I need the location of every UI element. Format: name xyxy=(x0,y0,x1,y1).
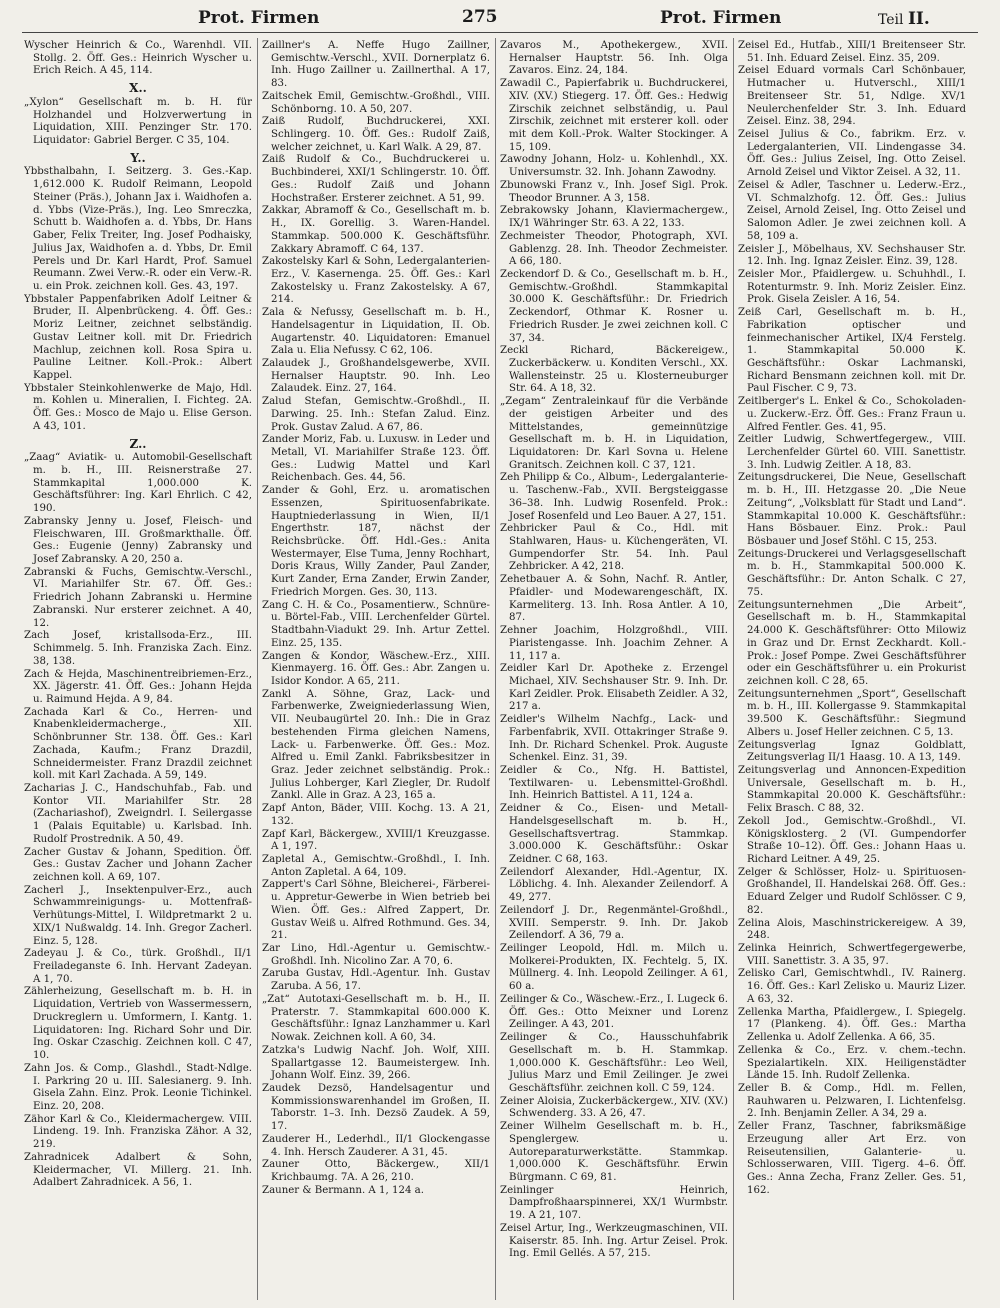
firm-entry: Zeilendorf J. Dr., Regenmäntel-Großhdl., XVIII. Semperstr. 9. Inh. Dr. Jakob Zeilendorf. A 36, 79 a. xyxy=(500,904,728,942)
part-numeral: II. xyxy=(907,9,930,29)
firm-entry: Zeidler's Wilhelm Nachfg., Lack- und Farbenfabrik, XVII. Ottakringer Straße 9. Inh. Dr. Richard Schenkel. Prok. Auguste Schenkel. Einz. 31, 39. xyxy=(500,714,728,764)
part-indicator xyxy=(878,9,930,39)
firm-entry: „Zat“ Autotaxi-Gesellschaft m. b. H., II. Praterstr. 7. Stammkapital 600.000 K. Geschäftsführ.: Ignaz Lanzhammer u. Karl Nowak. Zeichnen koll. A 60, 34. xyxy=(262,993,490,1044)
firm-entry: Zapf Karl, Bäckergew., XVIII/1 Kreuzgasse. A 1, 197. xyxy=(262,828,490,853)
firm-entry: Ybbsthalbahn, I. Seitzerg. 3. Ges.-Kap. 1,612.000 K. Rudolf Reimann, Leopold Steiner (Präs.), Johann Jax i. Waidhofen a. d. Ybbs (Vize-Präs.), Ing. Leo Smreczka, Schutt b. Waidhofen a. d. Ybbs, Dr. Hans Gaber, Felix Treiter, Ing. Josef Podhaisky, Julius Jax, Waidhofen a. d. Ybbs, Dr. Emil Perels und Dr. Karl Hardt, Prof. Samuel Reumann. Zwei Verw.-R. oder ein Verw.-R. u. ein Prok. zeichnen koll. Ges. 43, 197. xyxy=(24,166,252,292)
firm-entry: Zeitungsdruckerei, Die Neue, Gesellschaft m. b. H., III. Hetzgasse 20. „Die Neue Zeitung“, „Volksblatt für Stadt und Land“. Stammkapital 10.000 K. Geschäftsführ.: Hans Bösbauer. Einz. Prok.: Paul Bösbauer und Josef Stöhl. C 15, 253. xyxy=(738,472,966,548)
firm-entry: Zaudek Dezsö, Handelsagentur und Kommissionswarenhandel im Großen, II. Taborstr. 1–3. Inh. Dezsö Zaudek. A 59, 17. xyxy=(262,1082,490,1133)
firm-entry: Zavaros M., Apothekergew., XVII. Hernalser Hauptstr. 56. Inh. Olga Zavaros. Einz. 24, 184. xyxy=(500,40,728,77)
firm-entry: Zeidner & Co., Eisen- und Metall-Handelsgesellschaft m. b. H., Gesellschaftsvertrag. Stammkap. 3.000.000 K. Geschäftsführ.: Oskar Zeidner. C 68, 163. xyxy=(500,803,728,865)
firm-entry: Zaitschek Emil, Gemischtw.-Großhdl., VIII. Schönborng. 10. A 50, 207. xyxy=(262,90,490,115)
firm-entry: Zeilinger Leopold, Hdl. m. Milch u. Molkerei-Produkten, IX. Fechtelg. 5, IX. Müllnerg. 4. Inh. Leopold Zeilinger. A 61, 60 a. xyxy=(500,943,728,993)
firm-entry: Zelisko Carl, Gemischtwhdl., IV. Rainerg. 16. Öff. Ges.: Karl Zelisko u. Mauriz Lizer. A 63, 32. xyxy=(738,968,966,1005)
firm-entry: Zehbricker Paul & Co., Hdl. mit Stahlwaren, Haus- u. Küchengeräten, VI. Gumpendorfer Str. 54. Inh. Paul Zehbricker. A 42, 218. xyxy=(500,523,728,573)
firm-entry: Zechmeister Theodor, Photograph, XVI. Gablenzg. 28. Inh. Theodor Zechmeister. A 66, 180. xyxy=(500,230,728,268)
firm-entry: Zauner & Bermann. A 1, 124 a. xyxy=(262,1184,424,1196)
firm-entry: Zellenka Martha, Pfaidlergew., I. Spiegelg. 17 (Plankeng. 4). Öff. Ges.: Martha Zellenka u. Adolf Zellenka. A 66, 35. xyxy=(738,1006,966,1044)
firm-entry: Zaillner's A. Neffe Hugo Zaillner, Gemischtw.-Verschl., XVII. Dornerplatz 6. Inh. Hugo Zaillner u. Zaillnerthal. A 17, 83. xyxy=(262,40,490,90)
firm-entry: Zakkar, Abramoff & Co., Gesellschaft m. b. H., IX. Gorellig. 3. Waren-Handel. Stammkap. 500.000 K. Geschäftsführ. Zakkary Abramoff. C 64, 137. xyxy=(262,205,490,255)
firm-entry: Zapletal A., Gemischtw.-Großhdl., I. Inh. Anton Zapletal. A 64, 109. xyxy=(262,854,490,878)
firm-entry: Zangen & Kondor, Wäschew.-Erz., XIII. Kienmayerg. 16. Öff. Ges.: Abr. Zangen u. Isidor Kondor. A 65, 211. xyxy=(262,650,490,687)
firm-entry: Zeiß Carl, Gesellschaft m. b. H., Fabrikation optischer und feinmechanischer Artikel, IX/4 Ferstelg. 1. Stammkapital 50.000 K. Geschäftsführ.: Oskar Lachmanski, Richard Bensmann zeichnen koll. mit Dr. Paul Fischer. C 9, 73. xyxy=(738,307,966,395)
firm-entry: Zeller B. & Comp., Hdl. m. Fellen, Rauhwaren u. Pelzwaren, I. Lichtenfelsg. 2. Inh. Benjamin Zeller. A 34, 29 a. xyxy=(738,1082,966,1120)
firm-entry: Zehner Joachim, Holzgroßhdl., VIII. Piaristengasse. Inh. Joachim Zehner. A 11, 117 a. xyxy=(500,625,728,662)
firm-entry: Zander Moriz, Fab. u. Luxusw. in Leder und Metall, VI. Mariahilfer Straße 123. Öff. Ges.: Ludwig Mattel und Karl Reichenbach. Ges. 44, 56. xyxy=(262,434,490,484)
firm-entry: Zelina Alois, Maschinstrickereigew. A 39, 248. xyxy=(738,917,966,942)
firm-entry: Wyscher Heinrich & Co., Warenhdl. VII. Stollg. 2. Öff. Ges.: Heinrich Wyscher u. Erich Reich. A 45, 114. xyxy=(24,40,252,77)
firm-entry: Ybbstaler Pappenfabriken Adolf Leitner & Bruder, II. Alpenbrückeng. 4. Öff. Ges.: Moriz Leitner, zeichnet selbständig. Gustav Leitner koll. mit Dr. Friedrich Machlup, zeichnen koll. Rosa Spira u. Pauline Leitner. Koll.-Prok.: Albert Kappel. xyxy=(24,293,252,381)
firm-entry: Zappert's Carl Söhne, Bleicherei-, Färberei- u. Appretur-Gewerbe in Wien betrieb bei Wien. Öff. Ges.: Alfred Zappert, Dr. Gustav Weiß u. Alfred Rothmund. Ges. 34, 21. xyxy=(262,879,490,942)
firm-entry: Zacharias J. C., Handschuhfab., Fab. und Kontor VII. Mariahilfer Str. 28 (Zachariashof), Zweigndrl. I. Seilergasse 1 (Palais Equitable) u. Karlsbad. Inh. Rudolf Prostrednik. A 50, 49. xyxy=(24,782,252,845)
firm-entry: Zander & Gohl, Erz. u. aromatischen Essenzen, Spirituosenfabrikate. Hauptniederlassung in Wien, II/1 Engerthstr. 187, nächst der Reichsbrücke. Öff. Hdl.-Ges.: Anita Westermayer, Else Tuma, Jenny Rochhart, Doris Kraus, Willy Zander, Paul Zander, Kurt Zander, Erna Zander, Erwin Zander, Friedrich Morgen. Ges. 30, 113. xyxy=(262,485,490,598)
firm-entry: Zeckl Richard, Bäckereigew., Zuckerbäckerw. u. Konditen Verschl., XX. Wallensteinstr. 25 u. Klosterneuburger Str. 64. A 18, 32. xyxy=(500,345,728,395)
firm-entry: Zalud Stefan, Gemischtw.-Großhdl., II. Darwing. 25. Inh.: Stefan Zalud. Einz. Prok. Gustav Zalud. A 67, 86. xyxy=(262,396,490,433)
firm-entry: Zauderer H., Lederhdl., II/1 Glockengasse 4. Inh. Hersch Zauderer. A 31, 45. xyxy=(262,1133,490,1158)
firm-entry: Zaiß Rudolf & Co., Buchdruckerei u. Buchbinderei, XXI/1 Schlingerstr. 10. Öff. Ges.: Rudolf Zaiß und Johann Hochstraßer. Ersterer zeichnet. A 51, 99. xyxy=(262,154,490,204)
running-head-right: Prot. Firmen xyxy=(660,8,782,28)
header-rule xyxy=(22,32,978,33)
firm-entry: Zawodny Johann, Holz- u. Kohlenhdl., XX. Universumstr. 32. Inh. Johann Zawodny. xyxy=(500,154,728,179)
firm-entry: Zeilinger & Co., Hausschuhfabrik Gesellschaft m. b. H. Stammkap. 1,000.000 K. Geschäftsführ.: Leo Weil, Julius Marz und Emil Zeilinger. Je zwei Geschäftsführ. zeichnen koll. C 59, 124. xyxy=(500,1032,728,1094)
firm-entry: Zaiß Rudolf, Buchdruckerei, XXI. Schlingerg. 10. Öff. Ges.: Rudolf Zaiß, welcher zeichnet, u. Karl Walk. A 29, 87. xyxy=(262,116,490,153)
firm-entry: Zeitungsverlag und Annoncen-Expedition Universale, Gesellschaft m. b. H., Stammkapital 20.000 K. Geschäftsführ.: Felix Brasch. C 88, 32. xyxy=(738,764,966,815)
firm-entry: Zabranski & Fuchs, Gemischtw.-Verschl., VI. Mariahilfer Str. 67. Öff. Ges.: Friedrich Johann Zabranski u. Hermine Zabranski. Nur ersterer zeichnet. A 40, 12. xyxy=(24,566,252,629)
column-3 xyxy=(500,40,728,1298)
firm-entry: Zalaudek J., Großhandelsgewerbe, XVII. Hernalser Hauptstr. 90. Inh. Leo Zalaudek. Einz. 27, 164. xyxy=(262,357,490,395)
firm-entry: Zeitungsverlag Ignaz Goldblatt, Zeitungsverlag II/1 Haasg. 10. A 13, 149. xyxy=(738,739,966,764)
firm-entry: Zeisler J., Möbelhaus, XV. Sechshauser Str. 12. Inh. Ing. Ignaz Zeisler. Einz. 39, 128. xyxy=(738,243,966,268)
firm-entry: Zala & Nefussy, Gesellschaft m. b. H., Handelsagentur in Liquidation, II. Ob. Augartenstr. 40. Liquidatoren: Emanuel Zala u. Elia Nefussy. C 62, 106. xyxy=(262,307,490,357)
firm-entry: Zehetbauer A. & Sohn, Nachf. R. Antler, Pfaidler- und Modewarengeschäft, IX. Karmeliterg. 13. Inh. Rosa Antler. A 10, 87. xyxy=(500,574,728,624)
firm-entry: Zeckendorf D. & Co., Gesellschaft m. b. H., Gemischtw.-Großhdl. Stammkapital 30.000 K. Geschäftsführ.: Dr. Friedrich Zeckendorf, Othmar K. Rosner u. Friedrich Rusder. Je zwei zeichnen koll. C 37, 34. xyxy=(500,268,728,344)
firm-entry: Zapf Anton, Bäder, VIII. Kochg. 13. A 21, 132. xyxy=(262,803,490,827)
firm-entry: Zach & Hejda, Maschinentreibriemen-Erz., XX. Jägerstr. 41. Öff. Ges.: Johann Hejda u. Raimund Hejda. A 9, 84. xyxy=(24,668,252,705)
firm-entry: Zeisler Mor., Pfaidlergew. u. Schuhhdl., I. Rotenturmstr. 9. Inh. Moriz Zeisler. Einz. Prok. Gisela Zeisler. A 16, 54. xyxy=(738,268,966,306)
firm-entry: Zeidler Karl Dr. Apotheke z. Erzengel Michael, XIV. Sechshauser Str. 9. Inh. Dr. Karl Zeidler. Prok. Elisabeth Zeidler. A 32, 217 a. xyxy=(500,663,728,713)
column-divider xyxy=(257,38,258,1300)
firm-entry: Zaruba Gustav, Hdl.-Agentur. Inh. Gustav Zaruba. A 56, 17. xyxy=(262,968,490,993)
part-prefix: Teil xyxy=(878,12,904,28)
firm-entry: Zbunowski Franz v., Inh. Josef Sigl. Prok. Theodor Brunner. A 3, 158. xyxy=(500,179,728,204)
firm-entry: Zankl A. Söhne, Graz, Lack- und Farbenwerke, Zweigniederlassung Wien, VII. Neubaugürtel 20. Inh.: Die in Graz bestehenden Firma gleichen Namens, Lack- u. Farbenwerke. Öff. Ges.: Moz. Alfred u. Emil Zankl. Fabriksbesitzer in Graz. Jeder zeichnet selbständig. Prok.: Julius Lohberger, Karl Ziegler, Dr. Rudolf Zankl. Alle in Graz. A 23, 165 a. xyxy=(262,688,490,802)
firm-entry: Zacher Gustav & Johann, Spedition. Öff. Ges.: Gustav Zacher und Johann Zacher zeichnen koll. A 69, 107. xyxy=(24,846,252,883)
firm-entry: Zar Lino, Hdl.-Agentur u. Gemischtw.-Großhdl. Inh. Nicolino Zar. A 70, 6. xyxy=(262,943,490,967)
firm-entry: Zeisel Ed., Hutfab., XIII/1 Breitenseer Str. 51. Inh. Eduard Zeisel. Einz. 35, 209. xyxy=(738,40,966,64)
firm-entry: Zähor Karl & Co., Kleidermachergew. VIII. Lindeng. 19. Inh. Franziska Zähor. A 32, 219. xyxy=(24,1113,252,1151)
firm-entry: Zeisel & Adler, Taschner u. Lederw.-Erz., VI. Schmalzhofg. 12. Öff. Ges.: Julius Zeisel, Arnold Zeisel, Ing. Otto Zeisel und Salomon Adler. Je zwei zeichnen koll. A 58, 109 a. xyxy=(738,179,966,242)
firm-entry: Zach Josef, kristallsoda-Erz., III. Schimmelg. 5. Inh. Franziska Zach. Einz. 38, 138. xyxy=(24,630,252,667)
firm-entry: Zeitungs-Druckerei und Verlagsgesellschaft m. b. H., Stammkapital 500.000 K. Geschäftsführ.: Dr. Anton Schalk. C 27, 75. xyxy=(738,548,966,598)
section-letter: Z.. xyxy=(129,436,147,451)
firm-entry: Zeisel Julius & Co., fabrikm. Erz. v. Ledergalanterien, VII. Lindengasse 34. Öff. Ges.: Julius Zeisel, Ing. Otto Zeisel. Arnold Zeisel und Viktor Zeisel. A 32, 11. xyxy=(738,129,966,179)
firm-entry: Zahn Jos. & Comp., Glashdl., Stadt-Ndlge. I. Parkring 20 u. III. Salesianerg. 9. Inh. Gisela Zahn. Einz. Prok. Leonie Tichinkel. Einz. 20, 208. xyxy=(24,1062,252,1112)
firm-entry: Zadeyau J. & Co., türk. Großhdl., II/1 Freiladeganste 6. Inh. Hervant Zadeyan. A 1, 70. xyxy=(24,948,252,985)
column-2 xyxy=(262,40,490,1298)
firm-entry: Zeiner Wilhelm Gesellschaft m. b. H., Spenglergew. u. Autoreparaturwerkstätte. Stammkap. 1,000.000 K. Geschäftsführ. Erwin Bürgmann. C 69, 81. xyxy=(500,1121,728,1183)
firm-entry: Zahradnicek Adalbert & Sohn, Kleidermacher, VI. Millerg. 21. Inh. Adalbert Zahradnicek. A 56, 1. xyxy=(24,1151,252,1189)
firm-entry: Zeitungsunternehmen „Sport“, Gesellschaft m. b. H., III. Kollergasse 9. Stammkapital 39.500 K. Geschäftsführ.: Siegmund Albers u. Josef Heller zeichnen. C 5, 13. xyxy=(738,688,966,738)
firm-entry: „Xylon“ Gesellschaft m. b. H. für Holzhandel und Holzverwertung in Liquidation, XIII. Penzinger Str. 170. Liquidator: Gabriel Berger. C 35, 104. xyxy=(24,96,252,147)
firm-entry: Zekoll Jod., Gemischtw.-Großhdl., VI. Königsklosterg. 2 (VI. Gumpendorfer Straße 10–12). Öff. Ges.: Johann Haas u. Richard Leitner. A 49, 25. xyxy=(738,815,966,865)
firm-entry: Zelinka Heinrich, Schwertfegergewerbe, VIII. Sanettistr. 3. A 35, 97. xyxy=(738,943,966,967)
firm-entry: Zeitlberger's L. Enkel & Co., Schokoladen- u. Zuckerw.-Erz. Öff. Ges.: Franz Fraun u. Alfred Fentler. Ges. 41, 95. xyxy=(738,396,966,433)
firm-entry: Zeh Philipp & Co., Album-, Ledergalanterie- u. Taschenw.-Fab., XVII. Bergsteiggasse 36–38. Inh. Ludwig Rosenfeld. Prok.: Josef Rosenfeld und Leo Bauer. A 27, 151. xyxy=(500,472,728,522)
firm-entry: Zeinlinger Heinrich, Dampfroßhaarspinnerei, XX/1 Wurmbstr. 19. A 21, 107. xyxy=(500,1184,728,1222)
section-letter: X.. xyxy=(129,81,147,96)
firm-entry: Zeisel Eduard vormals Carl Schönbauer, Hutmacher u. Hutverschl., XIII/1 Breitenseer Str. 51, Ndlge. XV/1 Neulerchenfelder Str. 3. Inh. Eduard Zeisel. Einz. 38, 294. xyxy=(738,65,966,128)
firm-entry: Zakostelsky Karl & Sohn, Ledergalanterien-Erz., V. Kasernenga. 25. Öff. Ges.: Karl Zakostelsky u. Franz Zakostelsky. A 67, 214. xyxy=(262,256,490,306)
firm-entry: „Zegam“ Zentraleinkauf für die Verbände der geistigen Arbeiter und des Mittelstandes, gemeinnützige Gesellschaft m. b. H. in Liquidation, Liquidatoren: Dr. Karl Sovna u. Helene Granitsch. Zeichnen koll. C 37, 121. xyxy=(500,396,728,471)
firm-entry: Zeisel Artur, Ing., Werkzeugmaschinen, VII. Kaiserstr. 85. Inh. Ing. Artur Zeisel. Prok. Ing. Emil Gellés. A 57, 215. xyxy=(500,1222,728,1260)
section-letter: Y.. xyxy=(130,150,146,165)
column-4 xyxy=(738,40,966,1298)
column-divider xyxy=(495,38,496,1300)
firm-entry: Ybbstaler Steinkohlenwerke de Majo, Hdl. m. Kohlen u. Mineralien, I. Fichteg. 2A. Öff. Ges.: Mosco de Majo u. Elise Gerson. A 43, 101. xyxy=(24,382,252,432)
firm-entry: Zachada Karl & Co., Herren- und Knabenkleidermacherge., XII. Schönbrunner Str. 138. Öff. Ges.: Karl Zachada, Kaufm.; Franz Drazdil, Schneidermeister. Franz Drazdil zeichnet koll. mit Karl Zachada. A 59, 149. xyxy=(24,706,252,782)
firm-entry: Zeitler Ludwig, Schwertfegergew., VIII. Lerchenfelder Gürtel 60. VIII. Sanettistr. 3. Inh. Ludwig Zeitler. A 18, 83. xyxy=(738,434,966,471)
firm-entry: Zabransky Jenny u. Josef, Fleisch- und Fleischwaren, III. Großmarkthalle. Öff. Ges.: Eugenie (Jenny) Zabransky und Josef Zabransky. A 20, 250 a. xyxy=(24,515,252,566)
column-divider xyxy=(733,38,734,1300)
firm-entry: Zeilinger & Co., Wäschew.-Erz., I. Lugeck 6. Öff. Ges.: Otto Meixner und Lorenz Zeilinger. A 43, 201. xyxy=(500,993,728,1031)
firm-entry: Zellenka & Co., Erz. v. chem.-techn. Spezialartikeln. XIX. Heiligenstädter Lände 15. Inh. Rudolf Zellenka. xyxy=(738,1044,966,1082)
firm-entry: „Zaag“ Aviatik- u. Automobil-Gesellschaft m. b. H., III. Reisnerstraße 27. Stammkapital 1,000.000 K. Geschäftsführer: Ing. Karl Ehrlich. C 42, 190. xyxy=(24,452,252,515)
firm-entry: Zeiner Aloisia, Zuckerbäckergew., XIV. (XV.) Schwenderg. 33. A 26, 47. xyxy=(500,1095,728,1120)
firm-entry: Zawadil C., Papierfabrik u. Buchdruckerei, XIV. (XV.) Stiegerg. 17. Öff. Ges.: Hedwig Zirschik zeichnet selbständig, u. Paul Zirschik, zeichnet mit ersterer koll. oder mit dem Koll.-Prok. Walter Stockinger. A 15, 109. xyxy=(500,78,728,153)
firm-entry: Zacherl J., Insektenpulver-Erz., auch Schwammreinigungs- u. Mottenfraß-Verhütungs-Mittel, I. Wildpretmarkt 2 u. XIX/1 Nußwaldg. 14. Inh. Gregor Zacherl. Einz. 5, 128. xyxy=(24,884,252,947)
column-1 xyxy=(24,40,252,1298)
firm-entry: Zatzka's Ludwig Nachf. Joh. Wolf, XIII. Spallartgasse 12. Baumeistergew. Inh. Johann Wolf. Einz. 39, 266. xyxy=(262,1044,490,1082)
firm-entry: Zählerheizung, Gesellschaft m. b. H. in Liquidation, Vertrieb von Wassermessern, Druckreglern u. Umformern, I. Kantg. 1. Liquidatoren: Ing. Richard Sohr und Dir. Ing. Oskar Czaschig. Zeichnen koll. C 47, 10. xyxy=(24,986,252,1062)
firm-entry: Zeitungsunternehmen „Die Arbeit“, Gesellschaft m. b. H., Stammkapital 24.000 K. Geschäftsführer: Otto Milowiz in Graz und Dr. Ernst Zeckhardt. Koll.-Prok.: Josef Pompe. Zwei Geschäftsführer oder ein Geschäftsführer u. ein Prokurist zeichnen koll. C 28, 65. xyxy=(738,599,966,687)
firm-entry: Zeidler & Co., Nfg. H. Battistel, Textilwaren- u. Lebensmittel-Großhdl. Inh. Heinrich Battistel. A 11, 124 a. xyxy=(500,764,728,802)
firm-entry: Zebrakowsky Johann, Klaviermachergew., IX/1 Währinger Str. 63. A 22, 133. xyxy=(500,205,728,230)
running-head-left: Prot. Firmen xyxy=(198,8,320,28)
page-number: 275 xyxy=(462,7,498,27)
firm-entry: Zeller Franz, Taschner, fabriksmäßige Erzeugung aller Art Erz. von Reiseutensilien, Galanterie- u. Schlosserwaren, VIII. Tigerg. 4–6. Öff. Ges.: Anna Zecha, Franz Zeller. Ges. 51, 162. xyxy=(738,1121,966,1196)
firm-entry: Zauner Otto, Bäckergew., XII/1 Krichbaumg. 7A. A 26, 210. xyxy=(262,1159,490,1183)
firm-entry: Zeilendorf Alexander, Hdl.-Agentur, IX. Löblichg. 4. Inh. Alexander Zeilendorf. A 49, 277. xyxy=(500,866,728,904)
firm-entry: Zelger & Schlösser, Holz- u. Spirituosen-Großhandel, II. Handelskai 268. Öff. Ges.: Eduard Zelger und Rudolf Schlösser. C 9, 82. xyxy=(738,866,966,916)
firm-entry: Zang C. H. & Co., Posamentierw., Schnüre- u. Börtel-Fab., VIII. Lerchenfelder Gürtel. Stadtbahn-Viadukt 29. Inh. Artur Zettel. Einz. 25, 135. xyxy=(262,599,490,649)
